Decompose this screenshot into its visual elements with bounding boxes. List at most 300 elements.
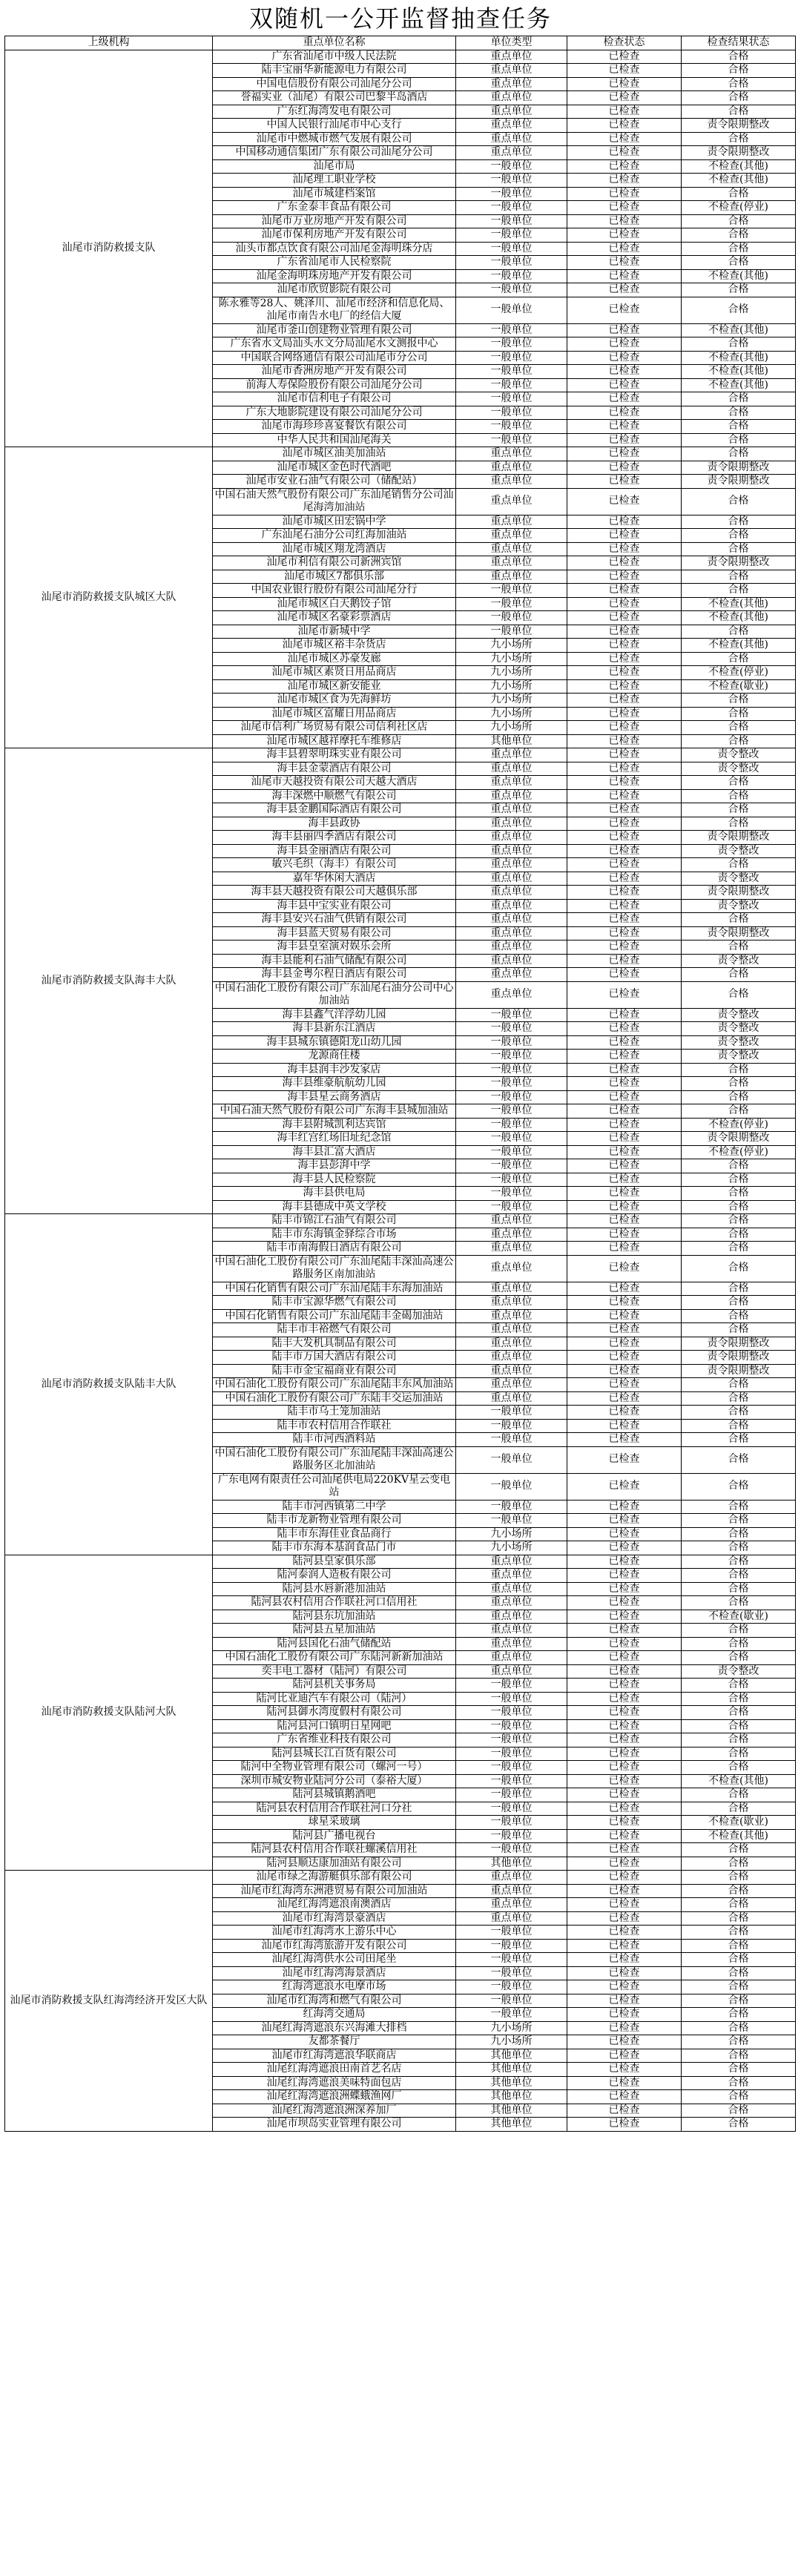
unit-name-cell: 汕尾市万业房地产开发有限公司 <box>213 214 456 228</box>
result-status-cell: 不检查(其他) <box>682 639 796 653</box>
result-status-cell: 合格 <box>682 228 796 243</box>
unit-name-cell: 陆丰市东海本基润食品门市 <box>213 1541 456 1555</box>
unit-type-cell: 重点单位 <box>456 105 567 119</box>
unit-type-cell: 重点单位 <box>456 91 567 105</box>
unit-type-cell: 重点单位 <box>456 954 567 968</box>
result-status-cell: 责令整改 <box>682 899 796 913</box>
result-status-cell: 责令限期整改 <box>682 1351 796 1365</box>
unit-type-cell: 一般单位 <box>456 1500 567 1514</box>
unit-type-cell: 一般单位 <box>456 214 567 228</box>
result-status-cell: 合格 <box>682 297 796 323</box>
check-status-cell: 已检查 <box>567 283 682 297</box>
unit-type-cell: 一般单位 <box>456 351 567 365</box>
unit-name-cell: 汕尾红海湾遮浪美味特面包店 <box>213 2076 456 2090</box>
result-status-cell: 不检查(其他) <box>682 351 796 365</box>
unit-type-cell: 重点单位 <box>456 872 567 886</box>
result-status-cell: 合格 <box>682 1282 796 1296</box>
unit-type-cell: 一般单位 <box>456 1514 567 1528</box>
unit-type-cell: 重点单位 <box>456 1391 567 1406</box>
result-status-cell: 不检查(歇业) <box>682 1816 796 1830</box>
result-status-cell: 责令限期整改 <box>682 1364 796 1378</box>
result-status-cell: 合格 <box>682 242 796 256</box>
unit-name-cell: 海丰红宫红场旧址纪念馆 <box>213 1132 456 1146</box>
result-status-cell: 合格 <box>682 1706 796 1720</box>
unit-type-cell: 重点单位 <box>456 1555 567 1569</box>
unit-type-cell: 九小场所 <box>456 1527 567 1541</box>
unit-name-cell: 陆河县城长江百货有限公司 <box>213 1747 456 1761</box>
result-status-cell: 责令整改 <box>682 954 796 968</box>
result-status-cell: 合格 <box>682 1541 796 1555</box>
check-status-cell: 已检查 <box>567 1118 682 1132</box>
unit-name-cell: 海丰县新东江酒店 <box>213 1022 456 1036</box>
result-status-cell: 责令限期整改 <box>682 461 796 475</box>
unit-name-cell: 陆丰市龙新物业管理有限公司 <box>213 1514 456 1528</box>
check-status-cell: 已检查 <box>567 132 682 146</box>
unit-name-cell: 奕丰电工器材（陆河）有限公司 <box>213 1664 456 1679</box>
check-status-cell: 已检查 <box>567 1296 682 1310</box>
check-status-cell: 已检查 <box>567 1610 682 1624</box>
unit-name-cell: 汕尾市城区裕丰杂货店 <box>213 639 456 653</box>
unit-type-cell: 重点单位 <box>456 556 567 570</box>
result-status-cell: 合格 <box>682 694 796 708</box>
result-status-cell: 合格 <box>682 406 796 420</box>
unit-type-cell: 九小场所 <box>456 652 567 666</box>
check-status-cell: 已检查 <box>567 50 682 64</box>
unit-type-cell: 一般单位 <box>456 1433 567 1447</box>
check-status-cell: 已检查 <box>567 119 682 133</box>
result-status-cell: 合格 <box>682 1871 796 1885</box>
unit-name-cell: 汕尾市城区苏豪发廊 <box>213 652 456 666</box>
unit-type-cell: 一般单位 <box>456 611 567 625</box>
result-status-cell: 合格 <box>682 1514 796 1528</box>
result-status-cell: 合格 <box>682 1966 796 1980</box>
unit-type-cell: 一般单位 <box>456 159 567 174</box>
check-status-cell: 已检查 <box>567 748 682 762</box>
unit-name-cell: 陆丰市南海假日酒店有限公司 <box>213 1242 456 1256</box>
result-status-cell: 合格 <box>682 1433 796 1447</box>
result-status-cell: 合格 <box>682 91 796 105</box>
check-status-cell: 已检查 <box>567 1774 682 1788</box>
unit-type-cell: 其他单位 <box>456 1857 567 1871</box>
check-status-cell: 已检查 <box>567 926 682 941</box>
result-status-cell: 合格 <box>682 1446 796 1473</box>
check-status-cell: 已检查 <box>567 652 682 666</box>
unit-name-cell: 汕尾市城区食为先海鲜坊 <box>213 694 456 708</box>
result-status-cell: 不检查(停业) <box>682 1145 796 1159</box>
org-cell: 汕尾市消防救援支队陆丰大队 <box>5 1214 213 1555</box>
unit-type-cell: 一般单位 <box>456 1926 567 1940</box>
unit-type-cell: 重点单位 <box>456 1228 567 1242</box>
unit-name-cell: 海丰县丽四季酒店有限公司 <box>213 831 456 845</box>
unit-name-cell: 中国石油天然气股份有限公司广东汕尾销售分公司汕尾海湾加油站 <box>213 488 456 515</box>
result-status-cell: 合格 <box>682 77 796 91</box>
check-status-cell: 已检查 <box>567 2021 682 2035</box>
check-status-cell: 已检查 <box>567 351 682 365</box>
result-status-cell: 不检查(其他) <box>682 378 796 392</box>
unit-name-cell: 海丰县皇室演对娱乐会所 <box>213 941 456 955</box>
unit-type-cell: 重点单位 <box>456 146 567 160</box>
result-status-cell: 合格 <box>682 1980 796 1994</box>
unit-name-cell: 海丰县金鹏国际酒店有限公司 <box>213 803 456 817</box>
result-status-cell: 责令限期整改 <box>682 1132 796 1146</box>
result-status-cell: 合格 <box>682 981 796 1008</box>
result-status-cell: 合格 <box>682 1104 796 1119</box>
result-status-cell: 合格 <box>682 214 796 228</box>
org-cell: 汕尾市消防救援支队城区大队 <box>5 447 213 748</box>
check-status-cell: 已检查 <box>567 803 682 817</box>
unit-name-cell: 汕尾市红海湾旅游开发有限公司 <box>213 1939 456 1953</box>
unit-type-cell: 九小场所 <box>456 2021 567 2035</box>
check-status-cell: 已检查 <box>567 1159 682 1173</box>
check-status-cell: 已检查 <box>567 556 682 570</box>
unit-type-cell: 一般单位 <box>456 323 567 337</box>
unit-type-cell: 一般单位 <box>456 1843 567 1857</box>
unit-type-cell: 重点单位 <box>456 1364 567 1378</box>
result-status-cell: 合格 <box>682 256 796 270</box>
result-status-cell: 合格 <box>682 913 796 927</box>
unit-name-cell: 广东电网有限责任公司汕尾供电局220KV星云变电站 <box>213 1473 456 1500</box>
unit-name-cell: 海丰县附城凯利达宾馆 <box>213 1118 456 1132</box>
unit-name-cell: 红海湾遮浪水电摩市场 <box>213 1980 456 1994</box>
result-status-cell: 不检查(其他) <box>682 611 796 625</box>
unit-name-cell: 中国石油化工股份有限公司广东汕尾石油分公司中心加油站 <box>213 981 456 1008</box>
check-status-cell: 已检查 <box>567 941 682 955</box>
check-status-cell: 已检查 <box>567 515 682 529</box>
unit-type-cell: 一般单位 <box>456 1692 567 1706</box>
check-status-cell: 已检查 <box>567 1939 682 1953</box>
result-status-cell: 合格 <box>682 1898 796 1912</box>
result-status-cell: 合格 <box>682 1473 796 1500</box>
table-row <box>5 1555 796 1569</box>
check-status-cell: 已检查 <box>567 858 682 872</box>
result-status-cell: 合格 <box>682 1159 796 1173</box>
unit-name-cell: 誉福实业（汕尾）有限公司巴黎半岛酒店 <box>213 91 456 105</box>
check-status-cell: 已检查 <box>567 105 682 119</box>
check-status-cell: 已检查 <box>567 1200 682 1214</box>
check-status-cell: 已检查 <box>567 1966 682 1980</box>
inspection-table <box>4 36 796 2132</box>
unit-name-cell: 陆丰市农村信用合作联社 <box>213 1419 456 1433</box>
result-status-cell: 责令整改 <box>682 844 796 858</box>
result-status-cell: 合格 <box>682 1555 796 1569</box>
check-status-cell: 已检查 <box>567 1173 682 1187</box>
unit-name-cell: 汕尾红海湾遮浪洲蝶蛾渔网厂 <box>213 2090 456 2104</box>
result-status-cell: 不检查(停业) <box>682 201 796 215</box>
unit-type-cell: 重点单位 <box>456 1309 567 1323</box>
unit-name-cell: 汕尾市城区名豪彩票酒店 <box>213 611 456 625</box>
unit-type-cell: 重点单位 <box>456 77 567 91</box>
check-status-cell: 已检查 <box>567 228 682 243</box>
check-status-cell: 已检查 <box>567 2049 682 2063</box>
unit-type-cell: 一般单位 <box>456 1419 567 1433</box>
unit-type-cell: 一般单位 <box>456 1104 567 1119</box>
unit-name-cell: 中国石化销售有限公司广东汕尾陆丰东海加油站 <box>213 1282 456 1296</box>
table-row <box>5 1871 796 1885</box>
unit-type-cell: 重点单位 <box>456 1610 567 1624</box>
unit-type-cell: 一般单位 <box>456 1829 567 1843</box>
unit-type-cell: 一般单位 <box>456 1118 567 1132</box>
unit-name-cell: 陆丰宝丽华新能源电力有限公司 <box>213 64 456 78</box>
check-status-cell: 已检查 <box>567 1419 682 1433</box>
check-status-cell: 已检查 <box>567 1022 682 1036</box>
unit-name-cell: 汕尾金海明珠房地产开发有限公司 <box>213 269 456 283</box>
result-status-cell: 合格 <box>682 1296 796 1310</box>
unit-name-cell: 陆河县农村信用合作联社河口信用社 <box>213 1596 456 1610</box>
check-status-cell: 已检查 <box>567 2063 682 2077</box>
unit-type-cell: 重点单位 <box>456 542 567 556</box>
unit-type-cell: 一般单位 <box>456 1187 567 1201</box>
result-status-cell: 责令限期整改 <box>682 886 796 900</box>
unit-type-cell: 重点单位 <box>456 1242 567 1256</box>
check-status-cell: 已检查 <box>567 1323 682 1337</box>
result-status-cell: 不检查(其他) <box>682 323 796 337</box>
unit-type-cell: 重点单位 <box>456 1296 567 1310</box>
result-status-cell: 不检查(歇业) <box>682 679 796 694</box>
unit-name-cell: 陆河县河口镇明日星网吧 <box>213 1719 456 1733</box>
check-status-cell: 已检查 <box>567 174 682 188</box>
unit-name-cell: 陆丰市金宝福商业有限公司 <box>213 1364 456 1378</box>
check-status-cell: 已检查 <box>567 1406 682 1420</box>
result-status-cell: 合格 <box>682 2118 796 2132</box>
result-status-cell: 合格 <box>682 447 796 461</box>
table-body <box>5 50 796 2131</box>
unit-type-cell: 九小场所 <box>456 679 567 694</box>
result-status-cell: 合格 <box>682 1719 796 1733</box>
check-status-cell: 已检查 <box>567 831 682 845</box>
unit-type-cell: 其他单位 <box>456 2063 567 2077</box>
result-status-cell: 合格 <box>682 1500 796 1514</box>
check-status-cell: 已检查 <box>567 1063 682 1077</box>
result-status-cell: 合格 <box>682 1419 796 1433</box>
result-status-cell: 合格 <box>682 1843 796 1857</box>
check-status-cell: 已检查 <box>567 1679 682 1693</box>
check-status-cell: 已检查 <box>567 666 682 680</box>
result-status-cell: 合格 <box>682 584 796 598</box>
header-org: 上级机构 <box>5 36 213 50</box>
unit-type-cell: 九小场所 <box>456 639 567 653</box>
unit-name-cell: 海丰县中宝实业有限公司 <box>213 899 456 913</box>
check-status-cell: 已检查 <box>567 1733 682 1747</box>
unit-type-cell: 重点单位 <box>456 858 567 872</box>
unit-type-cell: 一般单位 <box>456 433 567 447</box>
result-status-cell: 合格 <box>682 776 796 790</box>
unit-name-cell: 中国电信股份有限公司汕尾分公司 <box>213 77 456 91</box>
check-status-cell: 已检查 <box>567 844 682 858</box>
result-status-cell: 不检查(其他) <box>682 159 796 174</box>
unit-name-cell: 海丰县星云商务酒店 <box>213 1090 456 1104</box>
unit-name-cell: 汕尾市红海湾和燃气有限公司 <box>213 1994 456 2008</box>
check-status-cell: 已检查 <box>567 1090 682 1104</box>
result-status-cell: 合格 <box>682 1788 796 1802</box>
result-status-cell: 合格 <box>682 515 796 529</box>
check-status-cell: 已检查 <box>567 679 682 694</box>
result-status-cell: 合格 <box>682 2008 796 2022</box>
check-status-cell: 已检查 <box>567 597 682 611</box>
unit-type-cell: 九小场所 <box>456 1541 567 1555</box>
check-status-cell: 已检查 <box>567 201 682 215</box>
unit-type-cell: 重点单位 <box>456 926 567 941</box>
unit-type-cell: 重点单位 <box>456 1323 567 1337</box>
result-status-cell: 合格 <box>682 1651 796 1665</box>
result-status-cell: 责令整改 <box>682 1664 796 1679</box>
unit-name-cell: 汕尾市坝岛实业管理有限公司 <box>213 2118 456 2132</box>
unit-type-cell: 重点单位 <box>456 515 567 529</box>
unit-name-cell: 陆丰市河西酒料站 <box>213 1433 456 1447</box>
unit-type-cell: 重点单位 <box>456 1337 567 1351</box>
unit-name-cell: 广东金泰丰食品有限公司 <box>213 201 456 215</box>
unit-type-cell: 重点单位 <box>456 831 567 845</box>
unit-name-cell: 海丰县鑫气洋浮幼儿园 <box>213 1008 456 1022</box>
result-status-cell: 合格 <box>682 1582 796 1596</box>
unit-type-cell: 一般单位 <box>456 1953 567 1967</box>
unit-type-cell: 重点单位 <box>456 762 567 776</box>
unit-name-cell: 陆河中全物业管理有限公司（螺河一号） <box>213 1761 456 1775</box>
unit-name-cell: 陆河县城镇鹅酒吧 <box>213 1788 456 1802</box>
unit-name-cell: 汕尾市城区越祥摩托车维修店 <box>213 734 456 748</box>
unit-name-cell: 红海湾交通局 <box>213 2008 456 2022</box>
unit-name-cell: 汕尾市城区田宏锅中学 <box>213 515 456 529</box>
result-status-cell: 合格 <box>682 652 796 666</box>
unit-type-cell: 一般单位 <box>456 269 567 283</box>
unit-type-cell: 一般单位 <box>456 365 567 379</box>
check-status-cell: 已检查 <box>567 2104 682 2118</box>
unit-name-cell: 汕尾市红海湾海景酒店 <box>213 1966 456 1980</box>
result-status-cell: 合格 <box>682 337 796 352</box>
unit-name-cell: 汕头市都点饮食有限公司汕尾金海明珠分店 <box>213 242 456 256</box>
check-status-cell: 已检查 <box>567 297 682 323</box>
unit-name-cell: 陆河泰润人造板有限公司 <box>213 1569 456 1583</box>
check-status-cell: 已检查 <box>567 1664 682 1679</box>
check-status-cell: 已检查 <box>567 584 682 598</box>
check-status-cell: 已检查 <box>567 734 682 748</box>
result-status-cell: 合格 <box>682 941 796 955</box>
unit-name-cell: 陆丰市河西镇第二中学 <box>213 1500 456 1514</box>
check-status-cell: 已检查 <box>567 91 682 105</box>
result-status-cell: 合格 <box>682 817 796 831</box>
unit-type-cell: 重点单位 <box>456 886 567 900</box>
unit-name-cell: 陆河县御水湾度假村有限公司 <box>213 1706 456 1720</box>
unit-name-cell: 汕尾市城区白天鹅饺子馆 <box>213 597 456 611</box>
result-status-cell: 合格 <box>682 721 796 735</box>
unit-name-cell: 陆丰市万国大酒店有限公司 <box>213 1351 456 1365</box>
check-status-cell: 已检查 <box>567 762 682 776</box>
result-status-cell: 合格 <box>682 132 796 146</box>
check-status-cell: 已检查 <box>567 488 682 515</box>
check-status-cell: 已检查 <box>567 1857 682 1871</box>
check-status-cell: 已检查 <box>567 392 682 406</box>
check-status-cell: 已检查 <box>567 542 682 556</box>
unit-name-cell: 海丰县能利石油气储配有限公司 <box>213 954 456 968</box>
org-cell: 汕尾市消防救援支队陆河大队 <box>5 1555 213 1871</box>
unit-name-cell: 海丰县维豪航航幼儿园 <box>213 1077 456 1091</box>
unit-name-cell: 陈永雅等28人、姚泽川、汕尾市经济和信息化局、汕尾市南告水电厂的经信大厦 <box>213 297 456 323</box>
check-status-cell: 已检查 <box>567 954 682 968</box>
result-status-cell: 合格 <box>682 1624 796 1638</box>
unit-type-cell: 重点单位 <box>456 1664 567 1679</box>
result-status-cell: 合格 <box>682 2021 796 2035</box>
check-status-cell: 已检查 <box>567 1706 682 1720</box>
result-status-cell: 责令限期整改 <box>682 1337 796 1351</box>
unit-name-cell: 广东省维业科技有限公司 <box>213 1733 456 1747</box>
unit-type-cell: 一般单位 <box>456 1788 567 1802</box>
check-status-cell: 已检查 <box>567 475 682 489</box>
check-status-cell: 已检查 <box>567 406 682 420</box>
check-status-cell: 已检查 <box>567 64 682 78</box>
check-status-cell: 已检查 <box>567 1351 682 1365</box>
org-cell: 汕尾市消防救援支队红海湾经济开发区大队 <box>5 1871 213 2132</box>
result-status-cell: 责令整改 <box>682 748 796 762</box>
unit-name-cell: 敏兴毛织（海丰）有限公司 <box>213 858 456 872</box>
unit-name-cell: 广东省汕尾市人民检察院 <box>213 256 456 270</box>
result-status-cell: 合格 <box>682 2104 796 2118</box>
unit-type-cell: 一般单位 <box>456 1966 567 1980</box>
unit-name-cell: 海丰县人民检察院 <box>213 1173 456 1187</box>
unit-name-cell: 汕尾红海湾遮浪田南首艺名店 <box>213 2063 456 2077</box>
check-status-cell: 已检查 <box>567 1541 682 1555</box>
unit-type-cell: 九小场所 <box>456 666 567 680</box>
unit-name-cell: 陆河县水唇新港加油站 <box>213 1582 456 1596</box>
unit-type-cell: 一般单位 <box>456 1816 567 1830</box>
check-status-cell: 已检查 <box>567 269 682 283</box>
unit-type-cell: 重点单位 <box>456 981 567 1008</box>
check-status-cell: 已检查 <box>567 1569 682 1583</box>
unit-type-cell: 一般单位 <box>456 187 567 201</box>
unit-name-cell: 海丰县政协 <box>213 817 456 831</box>
result-status-cell: 合格 <box>682 1323 796 1337</box>
unit-name-cell: 陆河县五星加油站 <box>213 1624 456 1638</box>
check-status-cell: 已检查 <box>567 1214 682 1228</box>
result-status-cell: 不检查(停业) <box>682 666 796 680</box>
unit-name-cell: 海丰县润丰沙发家店 <box>213 1063 456 1077</box>
unit-name-cell: 海丰县金蒙酒店有限公司 <box>213 762 456 776</box>
unit-type-cell: 一般单位 <box>456 1994 567 2008</box>
unit-name-cell: 汕尾市新城中学 <box>213 625 456 639</box>
check-status-cell: 已检查 <box>567 899 682 913</box>
result-status-cell: 合格 <box>682 2035 796 2049</box>
check-status-cell: 已检查 <box>567 1500 682 1514</box>
result-status-cell: 合格 <box>682 1857 796 1871</box>
unit-type-cell: 一般单位 <box>456 201 567 215</box>
unit-type-cell: 重点单位 <box>456 1214 567 1228</box>
unit-name-cell: 中国人民银行汕尾市中心支行 <box>213 119 456 133</box>
result-status-cell: 合格 <box>682 1309 796 1323</box>
unit-name-cell: 广东汕尾石油分公司红海加油站 <box>213 529 456 543</box>
unit-type-cell: 一般单位 <box>456 297 567 323</box>
unit-name-cell: 汕尾市城建档案馆 <box>213 187 456 201</box>
result-status-cell: 合格 <box>682 1214 796 1228</box>
check-status-cell: 已检查 <box>567 886 682 900</box>
unit-name-cell: 陆河县国化石油气储配站 <box>213 1637 456 1651</box>
unit-name-cell: 陆河县皇家俱乐部 <box>213 1555 456 1569</box>
unit-name-cell: 汕尾市釜山创建物业管理有限公司 <box>213 323 456 337</box>
result-status-cell: 合格 <box>682 50 796 64</box>
unit-type-cell: 一般单位 <box>456 1939 567 1953</box>
check-status-cell: 已检查 <box>567 639 682 653</box>
unit-name-cell: 汕尾市保利房地产开发有限公司 <box>213 228 456 243</box>
unit-name-cell: 广东省汕尾市中级人民法院 <box>213 50 456 64</box>
unit-type-cell: 重点单位 <box>456 488 567 515</box>
unit-name-cell: 海丰县供电局 <box>213 1187 456 1201</box>
result-status-cell: 合格 <box>682 1802 796 1816</box>
unit-name-cell: 深圳市城安物业陆河分公司（泰裕大厦） <box>213 1774 456 1788</box>
check-status-cell: 已检查 <box>567 2008 682 2022</box>
check-status-cell: 已检查 <box>567 1473 682 1500</box>
result-status-cell: 合格 <box>682 1391 796 1406</box>
unit-type-cell: 一般单位 <box>456 1406 567 1420</box>
check-status-cell: 已检查 <box>567 2035 682 2049</box>
check-status-cell: 已检查 <box>567 242 682 256</box>
result-status-cell: 责令整改 <box>682 1008 796 1022</box>
